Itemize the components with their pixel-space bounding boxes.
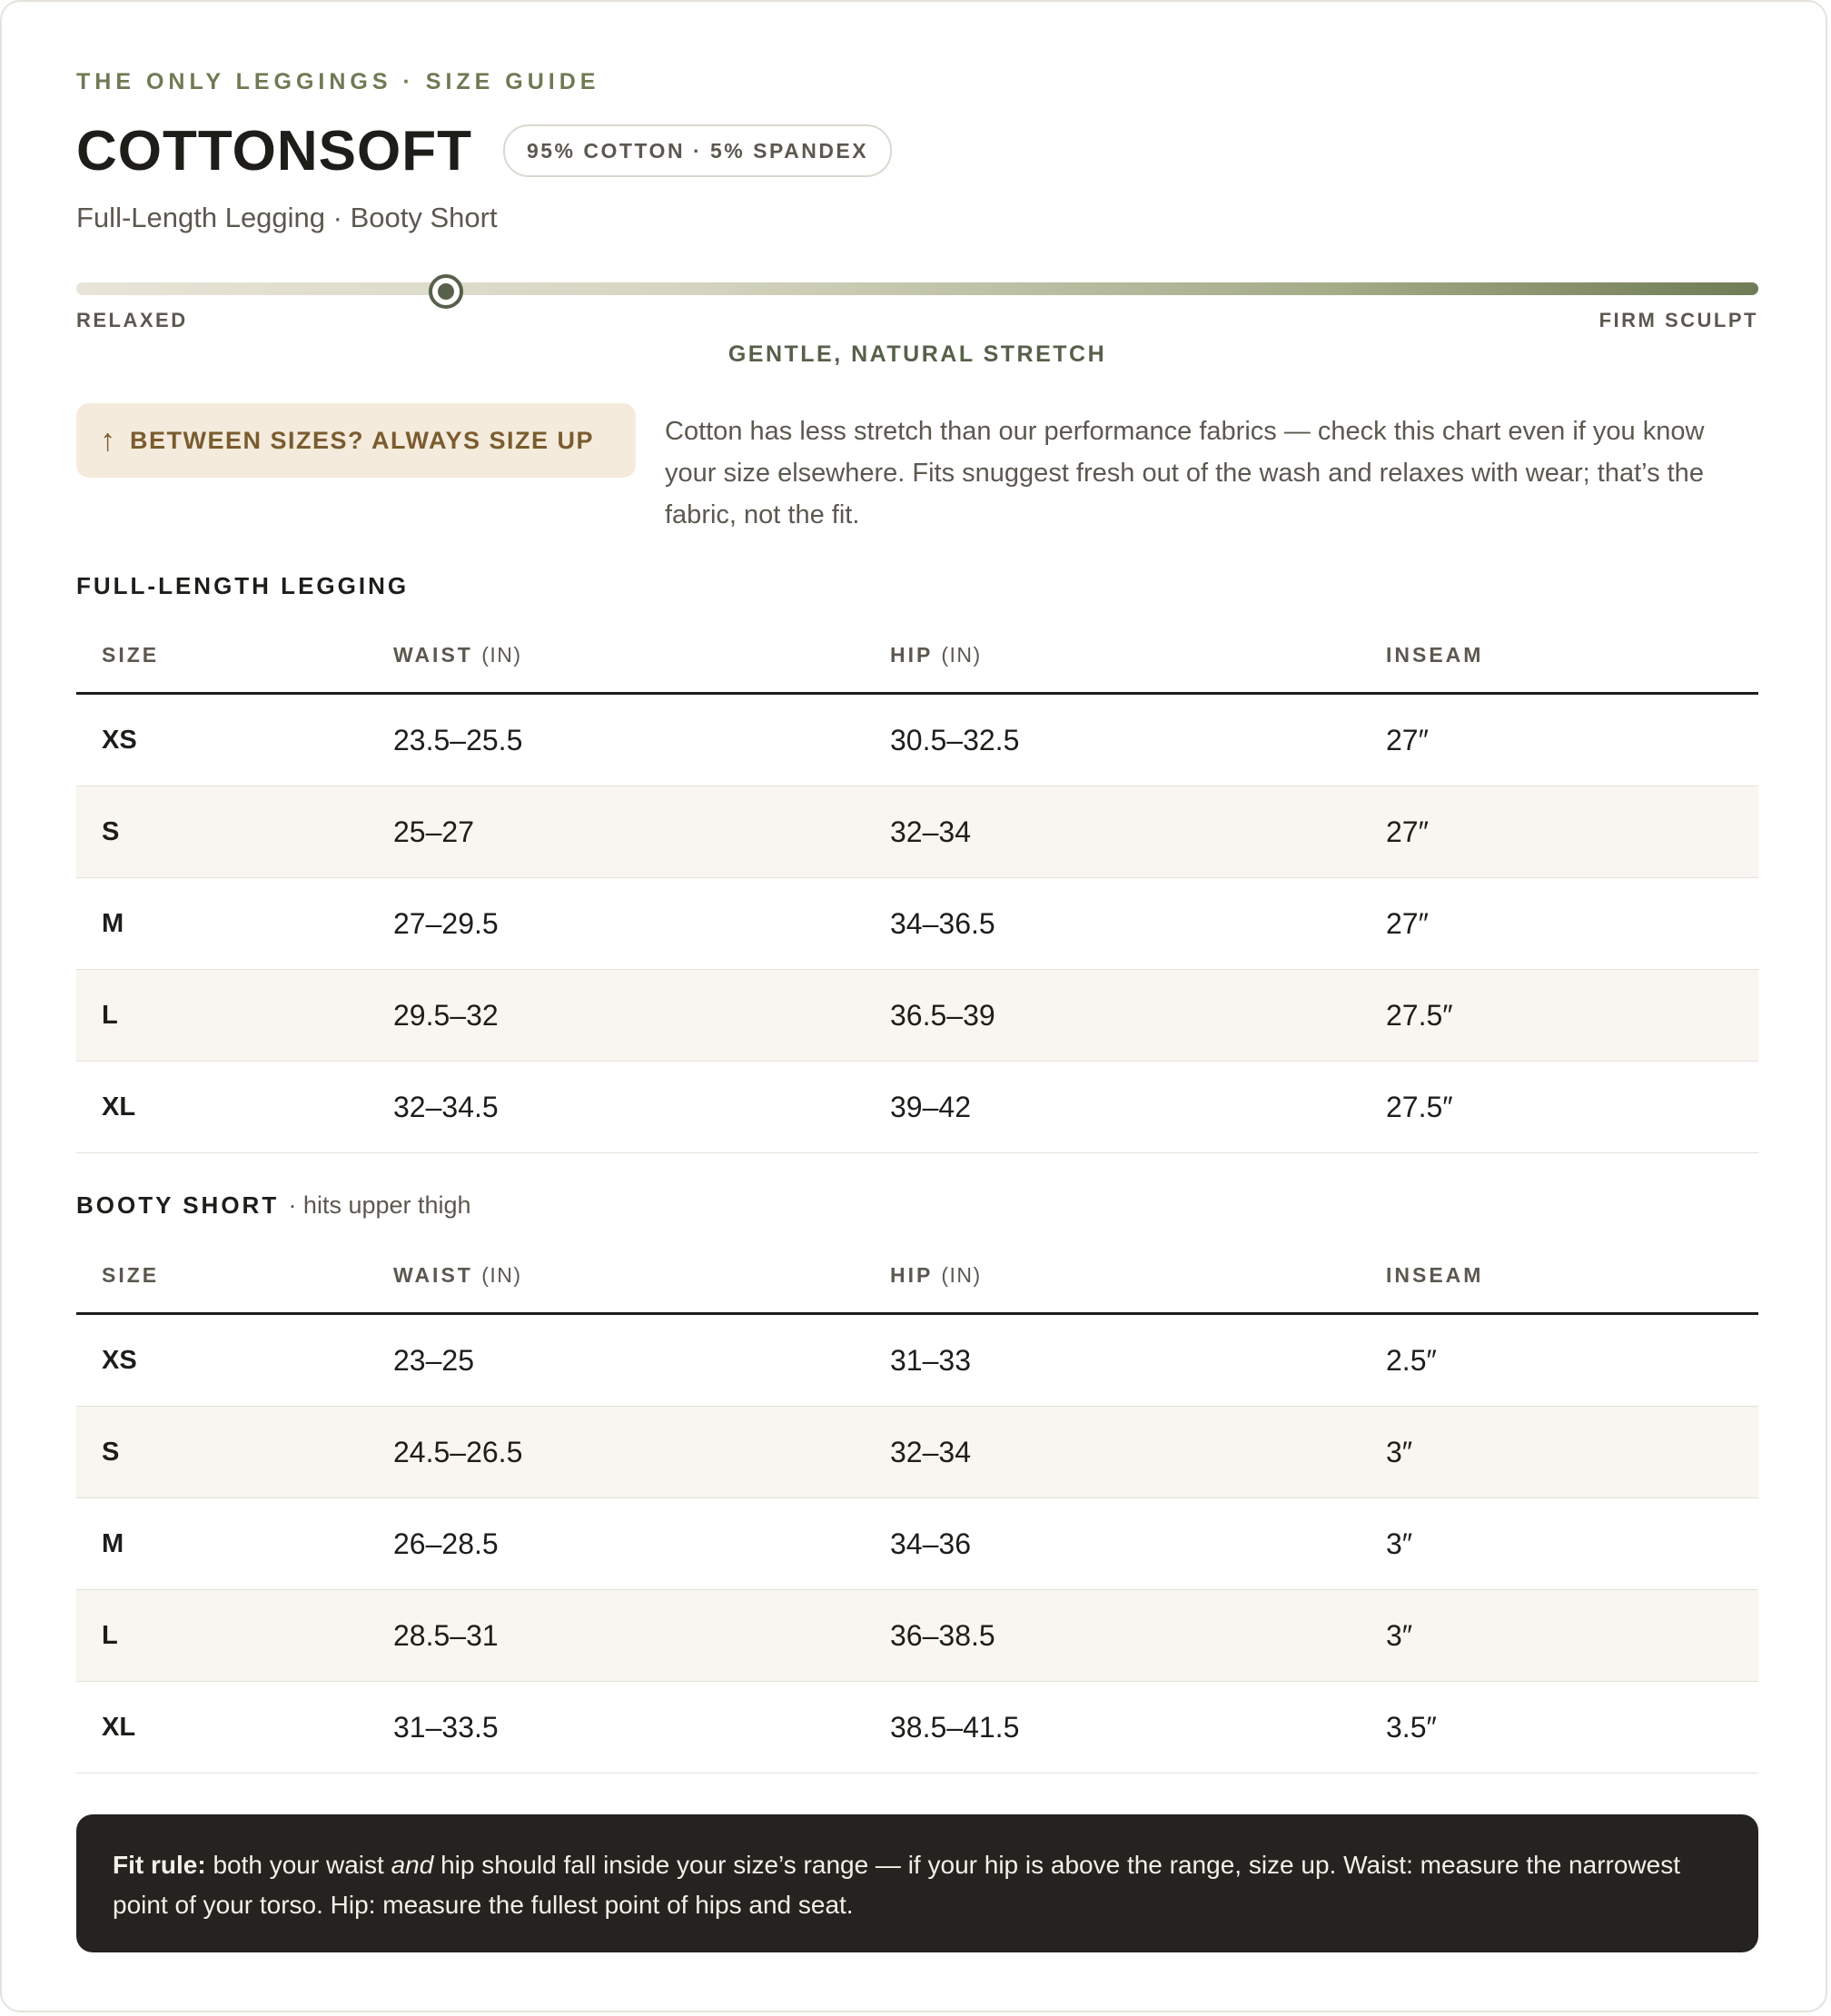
hip-cell: 38.5–41.5 <box>890 1711 1020 1744</box>
waist-cell: 31–33.5 <box>393 1711 499 1744</box>
size-cell: XS <box>102 726 137 755</box>
column-header-waist <box>393 643 522 667</box>
inseam-cell: 3″ <box>1386 1527 1413 1560</box>
title-row <box>76 114 892 187</box>
column-header-hip-unit: (IN) <box>941 643 982 667</box>
column-header-size: SIZE <box>102 643 160 667</box>
size-cell: M <box>102 909 124 938</box>
table-row <box>76 1315 1758 1407</box>
table-header <box>76 618 1758 695</box>
stretch-current-label: GENTLE, NATURAL STRETCH <box>727 341 1107 367</box>
inseam-cell: 27.5″ <box>1386 999 1453 1032</box>
hip-cell: 36.5–39 <box>890 999 995 1032</box>
fit-rule-emphasis: and <box>391 1851 434 1879</box>
inseam-cell: 27″ <box>1386 907 1429 940</box>
table-row <box>76 878 1758 970</box>
page-subtitle: Full-Length Legging · Booty Short <box>76 202 498 233</box>
size-cell: L <box>102 1001 118 1030</box>
fabric-note: Cotton has less stretch than our performance fabrics — check this chart even if you know your size elsewhere. Fits snuggest fresh out of the wash and relaxes with wear; that’s the fabric, not the fit. <box>665 417 1705 529</box>
fit-rule-before: both your waist <box>213 1851 384 1879</box>
size-cell: L <box>102 1621 118 1650</box>
column-header-size: SIZE <box>102 1263 160 1287</box>
arrow-up-icon: ↑ <box>100 423 115 458</box>
waist-cell: 28.5–31 <box>393 1619 499 1652</box>
fit-rule-label: Fit rule: <box>113 1851 206 1879</box>
table-row <box>76 1682 1758 1774</box>
fit-rule-text <box>113 1845 1722 1925</box>
stretch-track <box>76 282 1758 295</box>
short-title: BOOTY SHORT <box>76 1191 280 1219</box>
stretch-scale <box>76 278 1758 378</box>
stretch-indicator <box>429 274 463 309</box>
hip-cell: 36–38.5 <box>890 1619 995 1652</box>
table-row <box>76 1062 1758 1153</box>
column-header-waist-unit: (IN) <box>481 1263 522 1287</box>
column-header-waist-label: WAIST <box>393 643 473 667</box>
inseam-cell: 27″ <box>1386 815 1429 848</box>
legging-size-table <box>76 618 1758 1153</box>
hip-cell: 31–33 <box>890 1344 971 1377</box>
waist-cell: 32–34.5 <box>393 1091 499 1123</box>
hip-cell: 39–42 <box>890 1091 971 1123</box>
fit-rule-panel <box>76 1814 1758 1952</box>
waist-cell: 23.5–25.5 <box>393 724 523 756</box>
size-cell: XL <box>102 1713 136 1742</box>
column-header-hip-unit: (IN) <box>941 1263 982 1287</box>
column-header-hip-label: HIP <box>890 643 933 667</box>
waist-cell: 25–27 <box>393 815 474 848</box>
waist-cell: 27–29.5 <box>393 907 499 940</box>
column-header-waist-unit: (IN) <box>481 643 522 667</box>
size-cell: S <box>102 817 120 846</box>
table-row <box>76 1498 1758 1590</box>
table-row <box>76 695 1758 786</box>
size-cell: XS <box>102 1346 137 1375</box>
hip-cell: 30.5–32.5 <box>890 724 1020 756</box>
column-header-waist <box>393 1263 522 1288</box>
hip-cell: 34–36 <box>890 1527 971 1560</box>
stretch-max-label: FIRM SCULPT <box>1598 309 1758 331</box>
inseam-cell: 3″ <box>1386 1436 1413 1468</box>
waist-cell: 24.5–26.5 <box>393 1436 523 1468</box>
waist-cell: 23–25 <box>393 1344 474 1377</box>
fabric-badge: 95% COTTON · 5% SPANDEX <box>503 124 892 177</box>
short-size-table <box>76 1238 1758 1774</box>
table-header <box>76 1238 1758 1315</box>
column-header-waist-label: WAIST <box>393 1263 473 1287</box>
table-row <box>76 1590 1758 1682</box>
size-up-callout <box>76 403 636 478</box>
hip-cell: 34–36.5 <box>890 907 995 940</box>
inseam-cell: 2.5″ <box>1386 1344 1437 1377</box>
short-aside: · hits upper thigh <box>288 1191 471 1219</box>
column-header-hip <box>890 1263 982 1288</box>
page-title: COTTONSOFT <box>76 119 472 183</box>
legging-section-title <box>76 572 409 600</box>
table-row <box>76 786 1758 878</box>
short-section-title <box>76 1191 471 1220</box>
hip-cell: 32–34 <box>890 815 971 848</box>
table-row <box>76 1407 1758 1498</box>
column-header-hip-label: HIP <box>890 1263 933 1287</box>
table-row <box>76 970 1758 1062</box>
stretch-min-label: RELAXED <box>76 309 188 331</box>
waist-cell: 26–28.5 <box>393 1527 499 1560</box>
inseam-cell: 27.5″ <box>1386 1091 1453 1123</box>
inseam-cell: 3.5″ <box>1386 1711 1437 1744</box>
inseam-cell: 3″ <box>1386 1619 1413 1652</box>
waist-cell: 29.5–32 <box>393 999 499 1032</box>
inseam-cell: 27″ <box>1386 724 1429 756</box>
size-cell: M <box>102 1529 124 1558</box>
size-cell: XL <box>102 1092 136 1122</box>
column-header-hip <box>890 643 982 667</box>
legging-title: FULL-LENGTH LEGGING <box>76 572 410 599</box>
callout-text: BETWEEN SIZES? ALWAYS SIZE UP <box>130 426 595 454</box>
hip-cell: 32–34 <box>890 1436 971 1468</box>
column-header-inseam: INSEAM <box>1386 643 1484 667</box>
size-cell: S <box>102 1438 120 1467</box>
eyebrow: THE ONLY LEGGINGS · SIZE GUIDE <box>76 69 600 94</box>
fit-rule-after: hip should fall inside your size’s range — if your hip is above the range, size up. Waist: measure the narrowest point of your torso. Hip: measure the fullest point of hips and seat. <box>113 1851 1680 1919</box>
column-header-inseam: INSEAM <box>1386 1263 1484 1287</box>
